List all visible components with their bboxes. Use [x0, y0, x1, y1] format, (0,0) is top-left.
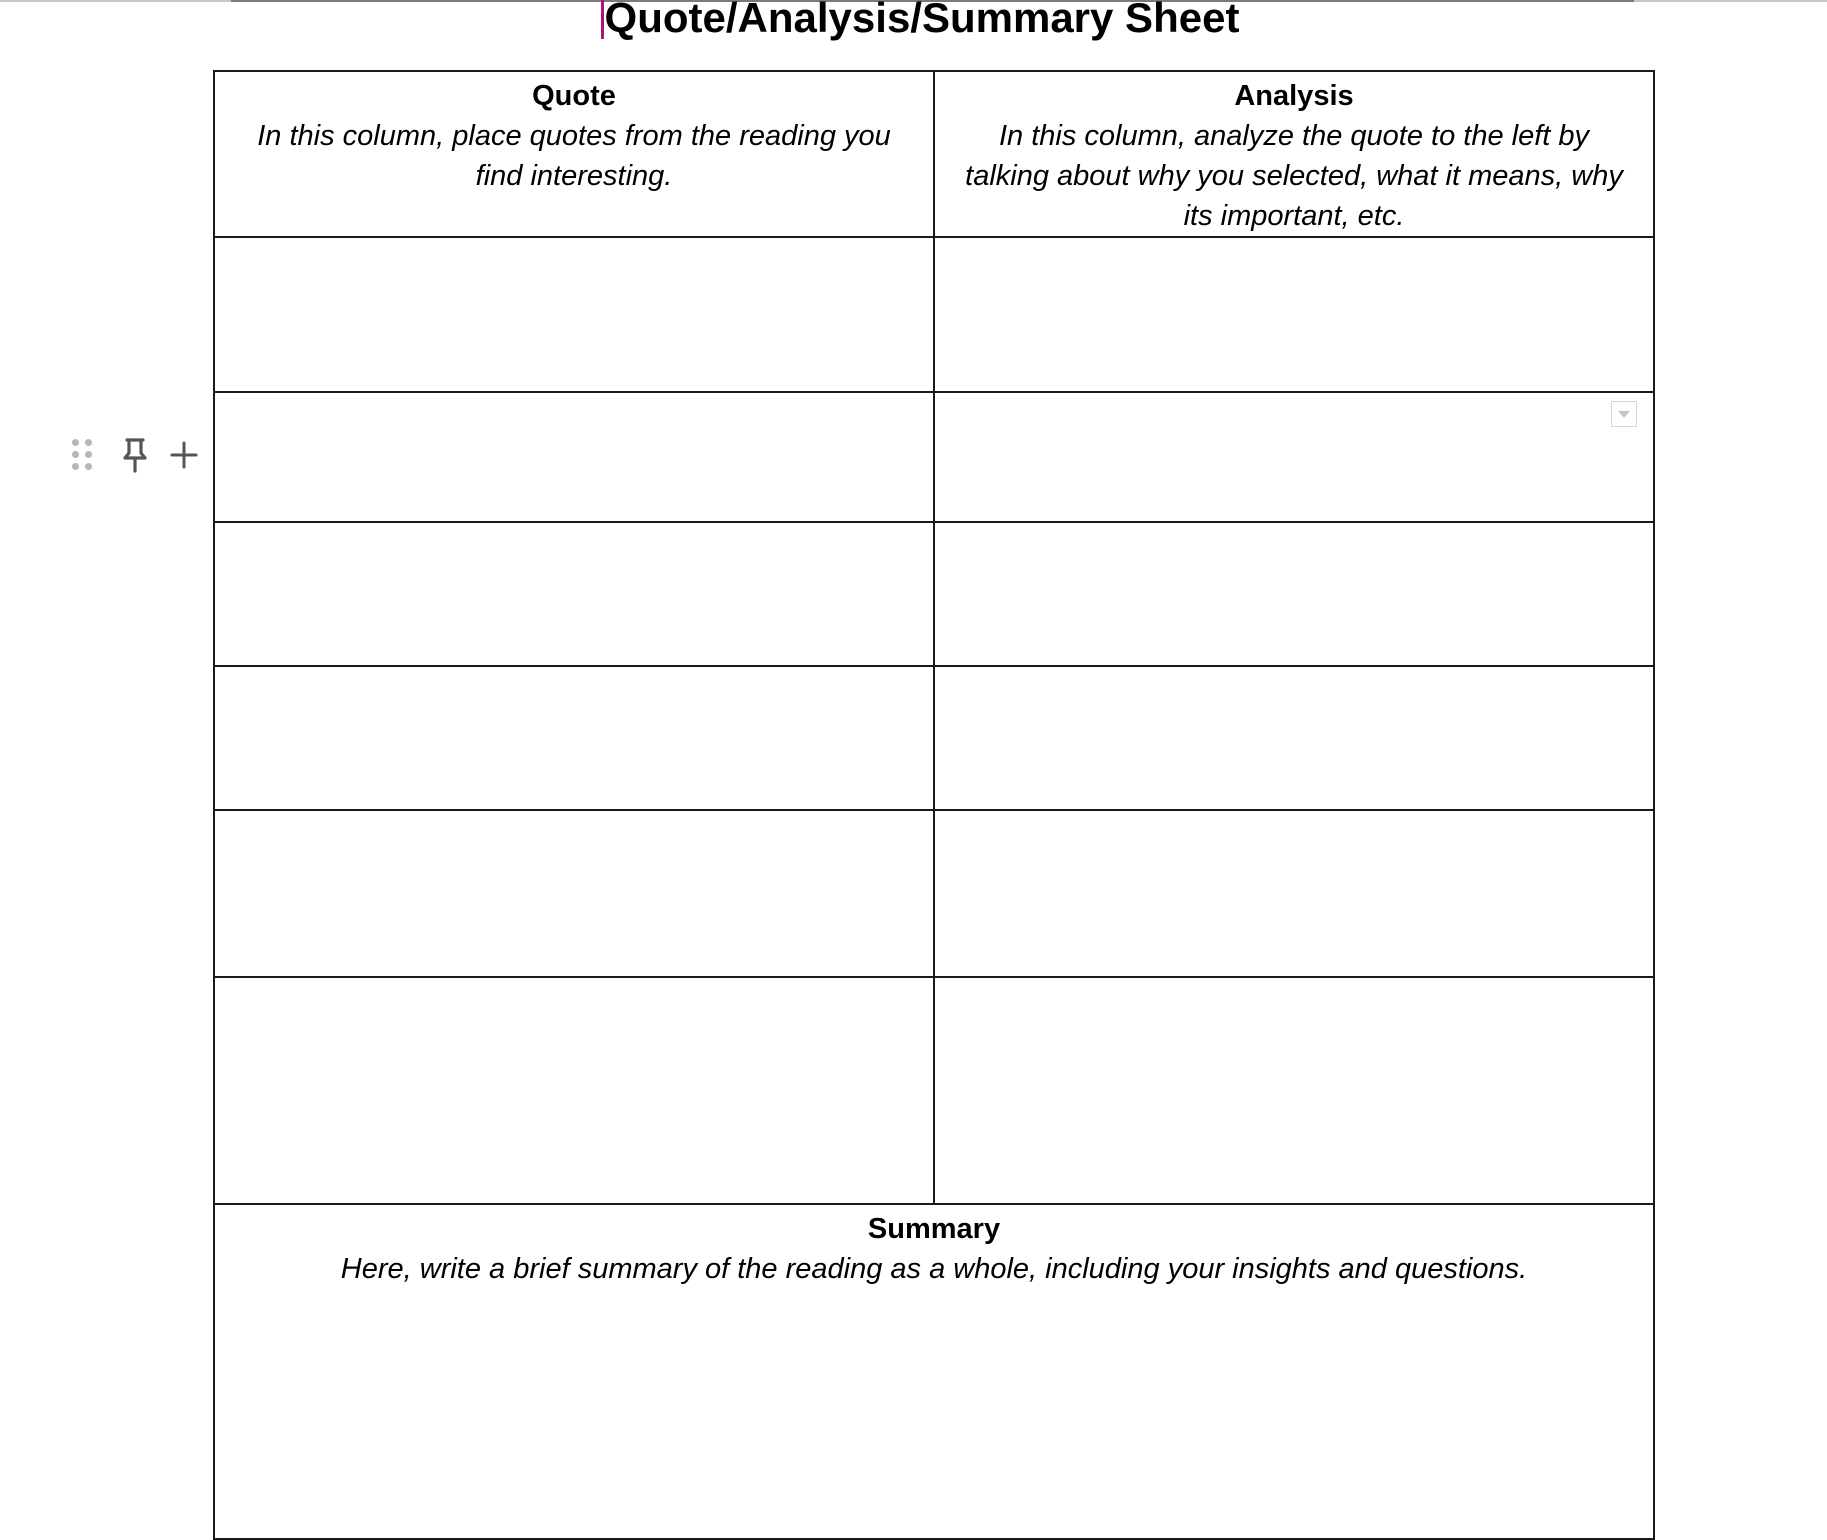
quote-cell[interactable] — [214, 522, 934, 666]
table-row — [214, 522, 1654, 666]
table-row — [214, 977, 1654, 1204]
chevron-down-icon — [1617, 410, 1631, 419]
analysis-header-cell[interactable] — [934, 71, 1654, 237]
analysis-cell[interactable] — [934, 522, 1654, 666]
quote-cell[interactable] — [214, 237, 934, 392]
quote-cell[interactable] — [214, 666, 934, 810]
table-row — [214, 392, 1654, 522]
analysis-instruction: In this column, analyze the quote to the left by talking about why you selected, what it means, why its important, etc. — [965, 120, 1623, 232]
pin-icon[interactable] — [121, 437, 149, 473]
drag-handle-icon[interactable] — [72, 439, 94, 471]
table-row — [214, 810, 1654, 977]
quote-cell[interactable] — [214, 810, 934, 977]
quote-cell[interactable] — [214, 977, 934, 1204]
document-title-line[interactable] — [0, 0, 1827, 46]
table-row — [214, 237, 1654, 392]
quote-instruction: In this column, place quotes from the reading you find interesting. — [257, 120, 891, 192]
summary-heading: Summary — [867, 1213, 1001, 1245]
summary-instruction: Here, write a brief summary of the reading as a whole, including your insights and questions. — [340, 1253, 1528, 1285]
table-header-row — [214, 71, 1654, 237]
quote-header-cell[interactable] — [214, 71, 934, 237]
document-title[interactable]: Quote/Analysis/Summary Sheet — [604, 0, 1240, 41]
quote-heading: Quote — [532, 80, 616, 112]
analysis-cell[interactable] — [934, 666, 1654, 810]
cell-options-dropdown[interactable] — [1611, 401, 1637, 427]
analysis-cell[interactable] — [934, 977, 1654, 1204]
analysis-cell[interactable] — [934, 237, 1654, 392]
quote-analysis-table — [213, 70, 1655, 1540]
plus-icon[interactable] — [170, 441, 198, 469]
analysis-cell[interactable] — [934, 392, 1654, 522]
summary-cell[interactable] — [214, 1204, 1654, 1539]
summary-row — [214, 1204, 1654, 1539]
table-row — [214, 666, 1654, 810]
table-row-tools — [72, 436, 198, 474]
analysis-cell[interactable] — [934, 810, 1654, 977]
text-cursor — [601, 0, 604, 39]
analysis-heading: Analysis — [1234, 80, 1354, 112]
quote-cell[interactable] — [214, 392, 934, 522]
